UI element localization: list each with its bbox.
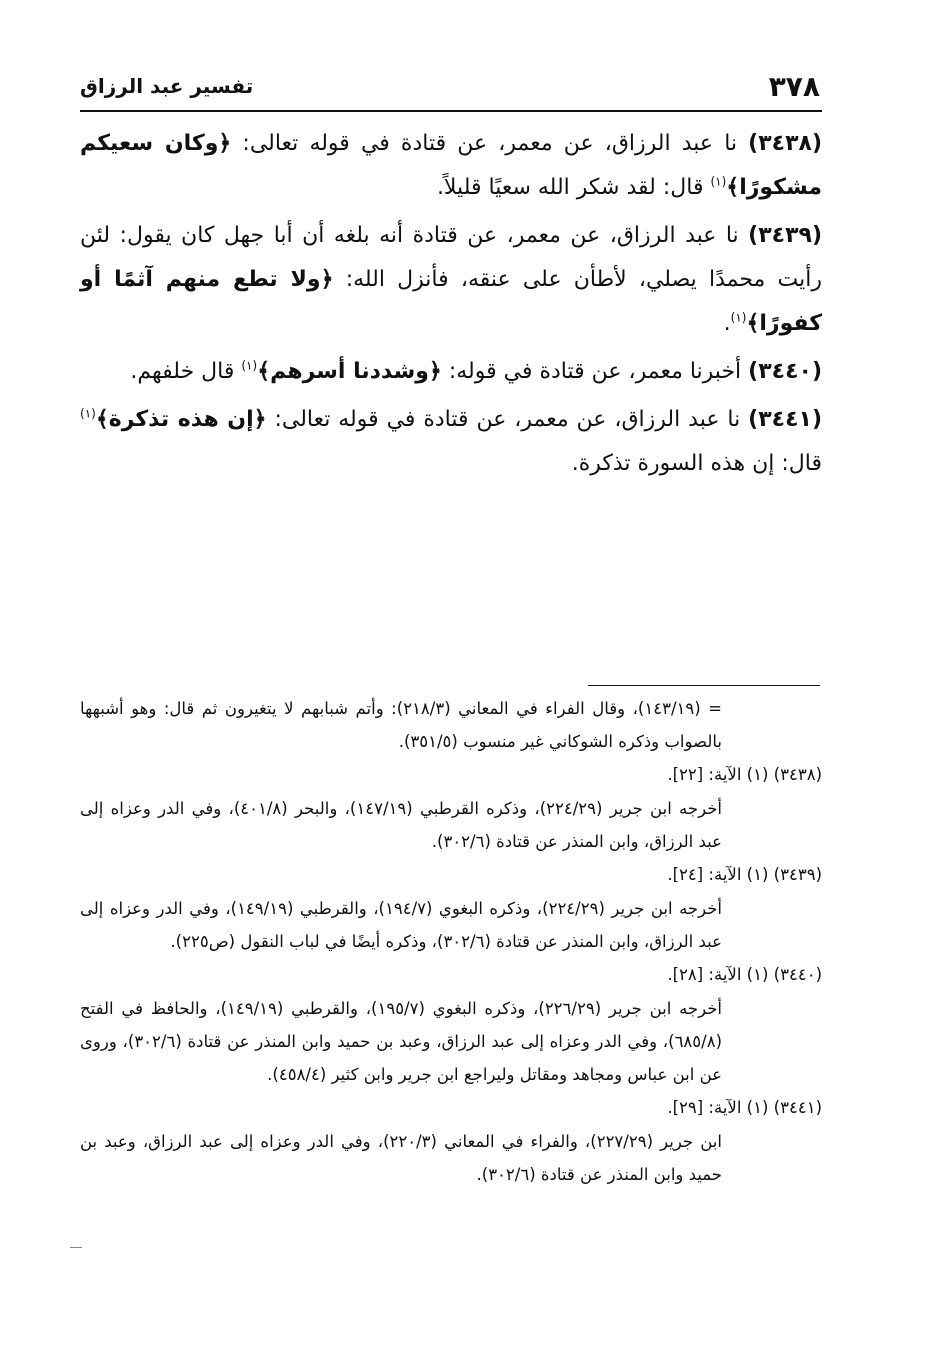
- entry-text: قال: لقد شكر الله سعيًا قليلاً.: [436, 175, 711, 200]
- book-title: تفسير عبد الرزاق: [80, 74, 254, 98]
- quran-verse: ﴿ولا تطع منهم آثمًا أو كفورًا﴾: [80, 267, 822, 336]
- header-rule: [80, 110, 822, 112]
- footnote-label: (٣٤٣٩) (١) الآية: [٢٤].: [667, 865, 822, 884]
- entry-3441: [80, 398, 822, 486]
- quran-verse: ﴿وشددنا أسرهم﴾: [257, 359, 442, 384]
- quran-verse: ﴿إن هذه تذكرة﴾: [95, 407, 267, 432]
- footnote-label: (٣٤٤١) (١) الآية: [٢٩].: [667, 1098, 822, 1117]
- entry-number: (٣٤٤١): [748, 407, 822, 432]
- footnote-ref: (١): [710, 174, 727, 189]
- footnote-label: (٣٤٤٠) (١) الآية: [٢٨].: [667, 965, 822, 984]
- footnote-ref: (١): [730, 310, 747, 325]
- footnote-continuation: = (١٤٣/١٩)، وقال الفراء في المعاني (٢١٨/٣): وأتم شبابهم لا يتغيرون ثم قال: وهو أشبهها بالصواب وذكره الشوكاني غير منسوب (٣٥١/٥).: [80, 699, 723, 751]
- footnote-3439: [80, 858, 822, 958]
- entry-text: نا عبد الرزاق، عن معمر، عن قتادة في قوله تعالى:: [266, 407, 749, 432]
- entry-text: قال خلفهم.: [130, 359, 242, 384]
- footnote-rule: [588, 685, 820, 686]
- footnote-3441: [80, 1091, 822, 1191]
- entry-3440: [80, 350, 822, 394]
- scan-mark: [70, 1247, 82, 1248]
- entry-text: نا عبد الرزاق، عن معمر، عن قتادة في قوله تعالى:: [231, 131, 749, 156]
- page-number: ٣٧٨: [768, 70, 820, 103]
- entry-3439: [80, 214, 822, 346]
- quran-verse: ﴿وكان سعيكم مشكورًا﴾: [80, 131, 822, 200]
- footnote-ref: (١): [241, 358, 258, 373]
- entry-number: (٣٤٣٩): [748, 223, 822, 248]
- entry-text: أخبرنا معمر، عن قتادة في قوله:: [441, 359, 749, 384]
- entry-text: نا عبد الرزاق، عن معمر، عن قتادة أنه بلغه أن أبا جهل كان يقول: لئن رأيت محمدًا يصلي، لأطأن على عنقه، فأنزل الله:: [80, 223, 822, 292]
- main-text: [80, 122, 822, 490]
- entry-number: (٣٤٣٨): [748, 131, 822, 156]
- footnote-body: أخرجه ابن جرير (٢٢٤/٢٩)، وذكره البغوي (١٩٤/٧)، والقرطبي (١٤٩/١٩)، وفي الدر وعزاه إلى عبد الرزاق، وابن المنذر عن قتادة (٣٠٢/٦)، وذكره أيضًا في لباب النقول (ص٢٢٥).: [80, 899, 723, 951]
- running-header: [80, 64, 820, 104]
- footnotes: [80, 692, 822, 1191]
- entry-3438: [80, 122, 822, 210]
- entry-text: قال: إن هذه السورة تذكرة.: [571, 451, 822, 476]
- footnote-body: أخرجه ابن جرير (٢٢٦/٢٩)، وذكره البغوي (١٩٥/٧)، والقرطبي (١٤٩/١٩)، والحافظ في الفتح (٦٨٥/٨)، وفي الدر وعزاه إلى عبد الرزاق، وعبد بن حميد وابن المنذر عن قتادة (٣٠٢/٦)، وروى عن ابن عباس ومجاهد ومقاتل وليراجع ابن جرير وابن كثير (٤٥٨/٤).: [80, 999, 723, 1084]
- entry-text: .: [723, 311, 731, 336]
- footnote-3438: [80, 758, 822, 858]
- footnote-body: ابن جرير (٢٢٧/٢٩)، والفراء في المعاني (٢٢٠/٣)، وفي الدر وعزاه إلى عبد الرزاق، وعبد بن حميد وابن المنذر عن قتادة (٣٠٢/٦).: [80, 1132, 722, 1184]
- footnote-body: أخرجه ابن جرير (٢٢٤/٢٩)، وذكره القرطبي (١٤٧/١٩)، والبحر (٤٠١/٨)، وفي الدر وعزاه إلى عبد الرزاق، وابن المنذر عن قتادة (٣٠٢/٦).: [80, 799, 722, 851]
- footnote-label: (٣٤٣٨) (١) الآية: [٢٢].: [667, 765, 822, 784]
- footnote-3440: [80, 958, 822, 1091]
- entry-number: (٣٤٤٠): [748, 359, 822, 384]
- footnote-ref: (١): [80, 406, 96, 421]
